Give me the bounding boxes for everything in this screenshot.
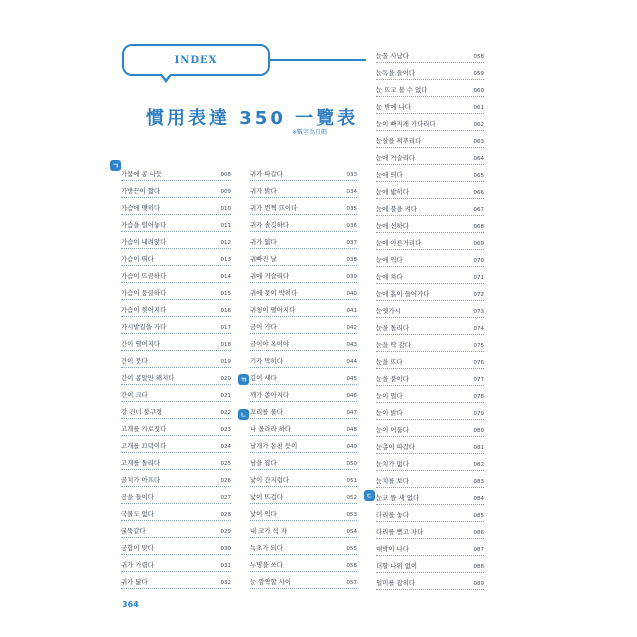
index-entry-page: 034 — [346, 189, 357, 195]
index-entry — [250, 198, 357, 215]
index-entry-page: 083 — [473, 479, 484, 485]
index-entry-text: 간이 떨어지다 — [121, 340, 161, 348]
index-entry-text: 눈 밖에 나다 — [376, 103, 411, 111]
index-entry — [250, 504, 357, 521]
index-entry-page: 074 — [473, 326, 484, 332]
index-entry-text: 눈독을 들이다 — [376, 69, 416, 77]
index-entry-page: 027 — [220, 495, 231, 501]
index-entry — [250, 317, 357, 334]
index-entry-page: 041 — [346, 308, 357, 314]
index-entry-page: 056 — [346, 563, 357, 569]
index-entry — [121, 436, 231, 453]
index-entry-page: 085 — [473, 513, 484, 519]
index-entry-page: 033 — [346, 172, 357, 178]
index-entry-page: 077 — [473, 377, 484, 383]
index-entry-page: 065 — [473, 173, 484, 179]
index-entry — [250, 232, 357, 249]
index-entry-text: 눈을 붙이다 — [376, 375, 409, 383]
index-entry-page: 044 — [346, 359, 357, 365]
index-entry-page: 040 — [346, 291, 357, 297]
index-entry — [121, 232, 231, 249]
index-entry-page: 030 — [220, 546, 231, 552]
index-entry-page: 046 — [346, 393, 357, 399]
index-entry-text: 꼬리를 물다 — [250, 408, 283, 416]
index-entry-page: 021 — [220, 393, 231, 399]
index-entry — [121, 419, 231, 436]
index-entry-text: 가슴에 맺히다 — [121, 204, 161, 212]
index-entry-page: 013 — [220, 257, 231, 263]
index-entry — [250, 402, 357, 419]
index-entry — [376, 182, 484, 199]
index-entry-text: 눈에 선하다 — [376, 222, 409, 230]
index-entry-text: 귀빠진 날 — [250, 255, 277, 263]
index-entry-page: 026 — [220, 478, 231, 484]
index-entry-page: 008 — [220, 172, 231, 178]
index-entry — [250, 538, 357, 555]
header-rule — [270, 59, 366, 61]
index-entry — [250, 436, 357, 453]
index-entry — [121, 334, 231, 351]
index-entry-page: 036 — [346, 223, 357, 229]
index-entry — [376, 97, 484, 114]
index-entry-text: 귀청이 떨어지다 — [250, 306, 296, 314]
index-entry — [250, 164, 357, 181]
index-entry-page: 009 — [220, 189, 231, 195]
index-entry — [121, 181, 231, 198]
index-entry — [376, 386, 484, 403]
index-entry-text: 대박이 나다 — [376, 545, 409, 553]
index-entry-page: 037 — [346, 240, 357, 246]
index-entry — [376, 352, 484, 369]
index-entry-page: 032 — [220, 580, 231, 586]
index-entry-text: 고개를 돌리다 — [121, 459, 161, 467]
index-entry-text: 낯이 간지럽다 — [250, 476, 290, 484]
index-entry — [376, 114, 484, 131]
index-entry — [250, 453, 357, 470]
index-entry-text: 김이 새다 — [250, 374, 277, 382]
index-entry — [121, 555, 231, 572]
index-entry-text: 가방끈이 짧다 — [121, 187, 161, 195]
index-entry-text: 귀가 밝다 — [250, 187, 277, 195]
index-entry-page: 048 — [346, 427, 357, 433]
index-entry-text: 간이 붓다 — [121, 357, 148, 365]
index-entry — [121, 215, 231, 232]
index-entry — [250, 487, 357, 504]
index-entry — [121, 249, 231, 266]
index-entry — [250, 470, 357, 487]
index-entry-text: 기가 막히다 — [250, 357, 283, 365]
index-entry-text: 굴뚝같다 — [121, 527, 146, 535]
index-entry — [121, 198, 231, 215]
index-entry-text: 눈꼴 사납다 — [376, 52, 409, 60]
index-entry-text: 눈에 아른거리다 — [376, 239, 422, 247]
index-entry-page: 039 — [346, 274, 357, 280]
index-entry — [250, 249, 357, 266]
index-entry — [250, 572, 357, 589]
index-entry — [376, 403, 484, 420]
index-entry-page: 071 — [473, 275, 484, 281]
index-entry-text: 귀에 거슬리다 — [250, 272, 290, 280]
index-entry — [121, 317, 231, 334]
index-entry — [121, 351, 231, 368]
index-entry-page: 043 — [346, 342, 357, 348]
section-badge-giyeok: ㄱ — [110, 160, 121, 171]
index-entry-text: 간이 콩알만 해지다 — [121, 374, 175, 382]
index-entry-text: 가슴을 털어놓다 — [121, 221, 167, 229]
index-entry-text: 누명을 쓰다 — [250, 561, 283, 569]
index-entry-page: 088 — [473, 564, 484, 570]
index-entry-text: 귀가 얇다 — [250, 238, 277, 246]
index-entry — [121, 538, 231, 555]
index-entry-page: 020 — [220, 376, 231, 382]
page-title: 慣用表達 350 一覽表 — [146, 108, 359, 129]
index-entry-page: 038 — [346, 257, 357, 263]
index-entry — [376, 420, 484, 437]
index-entry-text: 가슴이 뛰다 — [121, 255, 154, 263]
index-entry — [376, 369, 484, 386]
index-entry-text: 골치가 아프다 — [121, 476, 161, 484]
index-entry — [376, 131, 484, 148]
speech-tail-inner — [162, 74, 170, 79]
index-entry-text: 눈을 딱 감다 — [376, 341, 411, 349]
index-entry-text: 더할 나위 없이 — [376, 562, 418, 570]
index-entry-page: 010 — [220, 206, 231, 212]
index-entry-page: 012 — [220, 240, 231, 246]
page-number: 364 — [122, 600, 139, 609]
index-entry-text: 눈에 밟히다 — [376, 188, 409, 196]
index-entry-text: 낯이 뜨겁다 — [250, 493, 283, 501]
index-entry-text: 눈치를 보다 — [376, 477, 409, 485]
index-entry-text: 눈치가 없다 — [376, 460, 409, 468]
index-entry-page: 084 — [473, 496, 484, 502]
index-entry-text: 눈에 띄다 — [376, 171, 403, 179]
index-entry — [376, 522, 484, 539]
index-entry-page: 049 — [346, 444, 357, 450]
index-entry-text: 눈에 거슬리다 — [376, 154, 416, 162]
index-entry — [250, 266, 357, 283]
index-entry-text: 눈총이 따갑다 — [376, 443, 416, 451]
index-entry — [121, 504, 231, 521]
index-entry-page: 029 — [220, 529, 231, 535]
index-entry-text: 눈이 멀다 — [376, 392, 403, 400]
index-entry-text: 다리를 뻗고 자다 — [376, 528, 424, 536]
index-entry-page: 054 — [346, 529, 357, 535]
index-entry-page: 075 — [473, 343, 484, 349]
index-entry-page: 052 — [346, 495, 357, 501]
section-badge-digeut: ㄷ — [364, 490, 375, 501]
index-entry-page: 057 — [346, 580, 357, 586]
index-entry-text: 귀가 따갑다 — [250, 170, 283, 178]
index-entry-page: 055 — [346, 546, 357, 552]
index-entry-text: 눈에 차다 — [376, 273, 403, 281]
index-entry-text: 금이 가다 — [250, 323, 277, 331]
index-entry — [376, 80, 484, 97]
index-entry — [376, 488, 484, 505]
index-entry-page: 024 — [220, 444, 231, 450]
index-entry-text: 남을 잡다 — [250, 459, 277, 467]
index-entry-page: 089 — [473, 581, 484, 587]
index-entry-page: 035 — [346, 206, 357, 212]
index-entry-page: 059 — [473, 71, 484, 77]
index-entry — [250, 334, 357, 351]
index-entry-page: 080 — [473, 428, 484, 434]
index-entry — [121, 385, 231, 402]
index-entry-text: 덜미를 잡히다 — [376, 579, 416, 587]
index-entry-text: 나 몰라라 하다 — [250, 425, 292, 433]
index-entry-text: 다리를 놓다 — [376, 511, 409, 519]
index-entry-page: 031 — [220, 563, 231, 569]
index-entry-text: 궁합이 맞다 — [121, 544, 154, 552]
index-entry-text: 귀에 못이 박히다 — [250, 289, 298, 297]
index-entry — [376, 250, 484, 267]
index-entry-text: 귀가 가렵다 — [121, 561, 154, 569]
index-entry — [376, 437, 484, 454]
index-entry-page: 053 — [346, 512, 357, 518]
index-entry — [376, 505, 484, 522]
index-entry — [250, 521, 357, 538]
index-entry — [376, 148, 484, 165]
index-entry-text: 녹초가 되다 — [250, 544, 283, 552]
index-entry — [250, 215, 357, 232]
index-entry-text: 날개가 돋친 듯이 — [250, 442, 298, 450]
index-entry — [376, 573, 484, 590]
index-entry-text: 눈엣가시 — [376, 307, 401, 315]
index-entry — [250, 385, 357, 402]
index-entry — [121, 266, 231, 283]
index-entry-text: 금이야 옥이야 — [250, 340, 290, 348]
index-entry-text: 가슴이 찢어지다 — [121, 306, 167, 314]
index-entry-text: 강 건너 불구경 — [121, 408, 163, 416]
index-entry — [376, 471, 484, 488]
index-entry-page: 047 — [346, 410, 357, 416]
index-entry-text: 귀가 솔깃하다 — [250, 221, 290, 229]
index-entry-text: 눈살을 찌푸리다 — [376, 137, 422, 145]
index-entry-text: 국물도 없다 — [121, 510, 154, 518]
index-entry-page: 062 — [473, 122, 484, 128]
index-entry — [121, 487, 231, 504]
index-entry-text: 가슴이 뭉클하다 — [121, 289, 167, 297]
index-entry-page: 078 — [473, 394, 484, 400]
index-entry — [376, 539, 484, 556]
index-entry — [250, 283, 357, 300]
index-entry — [376, 284, 484, 301]
index-entry-page: 070 — [473, 258, 484, 264]
index-entry — [121, 300, 231, 317]
index-entry-text: 가뭄에 콩 나듯 — [121, 170, 163, 178]
index-entry — [376, 63, 484, 80]
index-entry-text: 가시밭길을 가다 — [121, 323, 167, 331]
index-entry — [121, 164, 231, 181]
index-entry-page: 064 — [473, 156, 484, 162]
index-entry-page: 058 — [473, 54, 484, 60]
index-entry-page: 051 — [346, 478, 357, 484]
index-entry-text: 눈을 뜨다 — [376, 358, 403, 366]
index-entry-page: 072 — [473, 292, 484, 298]
index-entry-text: 깨가 쏟아지다 — [250, 391, 290, 399]
index-entry-text: 눈 뜨고 볼 수 없다 — [376, 86, 428, 94]
index-entry-page: 019 — [220, 359, 231, 365]
index-entry — [376, 267, 484, 284]
index-entry-page: 016 — [220, 308, 231, 314]
index-entry-text: 공을 들이다 — [121, 493, 154, 501]
index-entry-page: 076 — [473, 360, 484, 366]
index-entry-page: 050 — [346, 461, 357, 467]
index-entry-page: 017 — [220, 325, 231, 331]
index-entry — [121, 470, 231, 487]
index-entry-page: 067 — [473, 207, 484, 213]
index-entry — [376, 318, 484, 335]
index-entry-page: 045 — [346, 376, 357, 382]
section-badge-ssanggiyeok: ㄲ — [238, 374, 249, 385]
index-entry — [121, 521, 231, 538]
index-entry-text: 눈이 밝다 — [376, 409, 403, 417]
index-entry — [250, 300, 357, 317]
page-subtitle: ※數字為頁碼 — [292, 129, 328, 136]
index-entry-page: 087 — [473, 547, 484, 553]
index-entry-page: 066 — [473, 190, 484, 196]
index-entry-page: 022 — [220, 410, 231, 416]
index-entry — [121, 453, 231, 470]
index-entry-text: 눈이 빠지게 기다리다 — [376, 120, 436, 128]
index-entry-page: 086 — [473, 530, 484, 536]
index-entry-page: 014 — [220, 274, 231, 280]
index-entry — [121, 402, 231, 419]
index-entry — [376, 199, 484, 216]
index-entry-text: 귀가 번쩍 뜨이다 — [250, 204, 298, 212]
index-entry-text: 간이 크다 — [121, 391, 148, 399]
index-entry-page: 069 — [473, 241, 484, 247]
index-entry-page: 079 — [473, 411, 484, 417]
index-entry — [376, 216, 484, 233]
section-badge-nieun: ㄴ — [238, 409, 249, 420]
index-entry — [121, 283, 231, 300]
index-entry — [250, 555, 357, 572]
index-entry — [376, 301, 484, 318]
index-entry-page: 081 — [473, 445, 484, 451]
index-entry-page: 015 — [220, 291, 231, 297]
index-entry-text: 눈이 어둡다 — [376, 426, 409, 434]
index-entry-page: 060 — [473, 88, 484, 94]
index-entry-text: 눈에 불을 켜다 — [376, 205, 418, 213]
index-entry — [121, 368, 231, 385]
index-entry-page: 063 — [473, 139, 484, 145]
index-entry — [250, 181, 357, 198]
index-entry-page: 028 — [220, 512, 231, 518]
index-badge-label: INDEX — [174, 54, 218, 66]
index-entry-text: 고개를 가로젓다 — [121, 425, 167, 433]
index-entry-text: 가슴이 뜨끔하다 — [121, 272, 167, 280]
index-entry-text: 눈을 돌리다 — [376, 324, 409, 332]
index-entry-text: 낯이 익다 — [250, 510, 277, 518]
index-entry-text: 가슴이 내려앉다 — [121, 238, 167, 246]
index-badge — [122, 44, 270, 76]
index-entry-text: 눈에 흙이 들어가다 — [376, 290, 430, 298]
index-entry — [250, 419, 357, 436]
index-entry — [376, 46, 484, 63]
index-entry — [250, 351, 357, 368]
index-entry-page: 068 — [473, 224, 484, 230]
index-entry-page: 025 — [220, 461, 231, 467]
index-entry-text: 내 코가 석 자 — [250, 527, 287, 535]
index-entry — [376, 556, 484, 573]
index-entry-page: 073 — [473, 309, 484, 315]
index-entry-text: 눈코 뜰 새 없다 — [376, 494, 420, 502]
index-entry-page: 042 — [346, 325, 357, 331]
index-entry-page: 023 — [220, 427, 231, 433]
index-entry-text: 눈에 익다 — [376, 256, 403, 264]
index-entry — [121, 572, 231, 589]
index-entry-text: 귀가 닳다 — [121, 578, 148, 586]
index-entry-page: 082 — [473, 462, 484, 468]
index-entry-page: 018 — [220, 342, 231, 348]
index-entry — [376, 233, 484, 250]
index-entry-text: 눈 깜짝할 사이 — [250, 578, 292, 586]
index-entry — [376, 335, 484, 352]
index-entry-page: 061 — [473, 105, 484, 111]
index-entry-text: 고개를 끄덕이다 — [121, 442, 167, 450]
index-entry — [376, 165, 484, 182]
index-entry — [376, 454, 484, 471]
index-entry-page: 011 — [220, 223, 231, 229]
index-entry — [250, 368, 357, 385]
